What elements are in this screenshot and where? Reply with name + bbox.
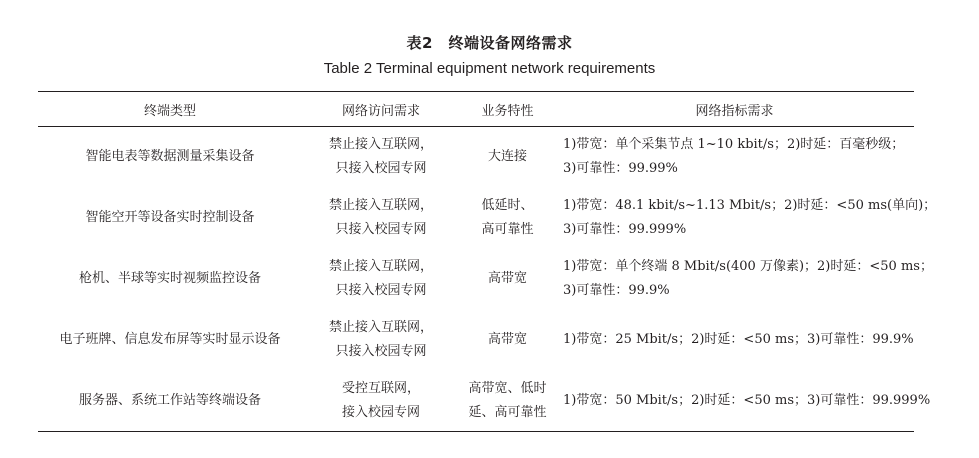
- table-row: [38, 188, 914, 249]
- header-service-feature: 业务特性: [481, 103, 534, 119]
- cell-terminal-type: 枪机、半球等实时视频监控设备: [78, 271, 261, 286]
- table-row: [38, 127, 914, 188]
- cell-terminal-type: 智能电表等数据测量采集设备: [85, 149, 255, 165]
- table-header-row: [38, 92, 914, 127]
- table-caption-chinese: 表2 终端设备网络需求: [406, 34, 573, 52]
- cell-service-feature: 低延时、 高可靠性: [481, 198, 534, 237]
- header-access-requirement: 网络访问需求: [341, 103, 420, 119]
- cell-terminal-type: 服务器、系统工作站等终端设备: [78, 392, 261, 408]
- cell-network-metrics: 1)带宽：单个采集节点 1~10 kbit/s；2)时延：百毫秒级； 3)可靠性：99.99%: [563, 137, 905, 177]
- cell-service-feature: 高带宽: [487, 332, 527, 347]
- cell-access-requirement: 禁止接入互联网， 只接入校园专网: [328, 137, 433, 177]
- network-requirements-table: [38, 91, 937, 432]
- cell-network-metrics: 1)带宽：48.1 kbit/s~1.13 Mbit/s；2)时延：<50 ms(单向)； 3)可靠性：99.999%: [563, 198, 937, 237]
- table-row: [38, 249, 914, 310]
- header-network-metrics: 网络指标需求: [695, 103, 774, 119]
- cell-access-requirement: 禁止接入互联网， 只接入校园专网: [328, 198, 433, 237]
- cell-terminal-type: 电子班牌、信息发布屏等实时显示设备: [59, 332, 281, 347]
- cell-network-metrics: 1)带宽：50 Mbit/s；2)时延：<50 ms；3)可靠性：99.999%: [563, 392, 931, 408]
- table-row: [38, 310, 914, 371]
- table-caption-english: Table 2 Terminal equipment network requirements: [323, 60, 656, 77]
- cell-access-requirement: 受控互联网， 接入校园专网: [341, 380, 420, 420]
- table-row: [38, 371, 914, 432]
- cell-access-requirement: 禁止接入互联网， 只接入校园专网: [328, 320, 433, 359]
- cell-service-feature: 大连接: [487, 149, 527, 165]
- cell-service-feature: 高带宽: [487, 271, 527, 286]
- header-terminal-type: 终端类型: [143, 103, 196, 119]
- cell-access-requirement: 禁止接入互联网， 只接入校园专网: [328, 259, 433, 298]
- cell-service-feature: 高带宽、低时 延、高可靠性: [468, 380, 547, 420]
- cell-network-metrics: 1)带宽：单个终端 8 Mbit/s(400 万像素)；2)时延：<50 ms； 3)可靠性：99.9%: [563, 259, 933, 298]
- cell-terminal-type: 智能空开等设备实时控制设备: [85, 210, 255, 225]
- cell-network-metrics: 1)带宽：25 Mbit/s；2)时延：<50 ms；3)可靠性：99.9%: [563, 332, 914, 347]
